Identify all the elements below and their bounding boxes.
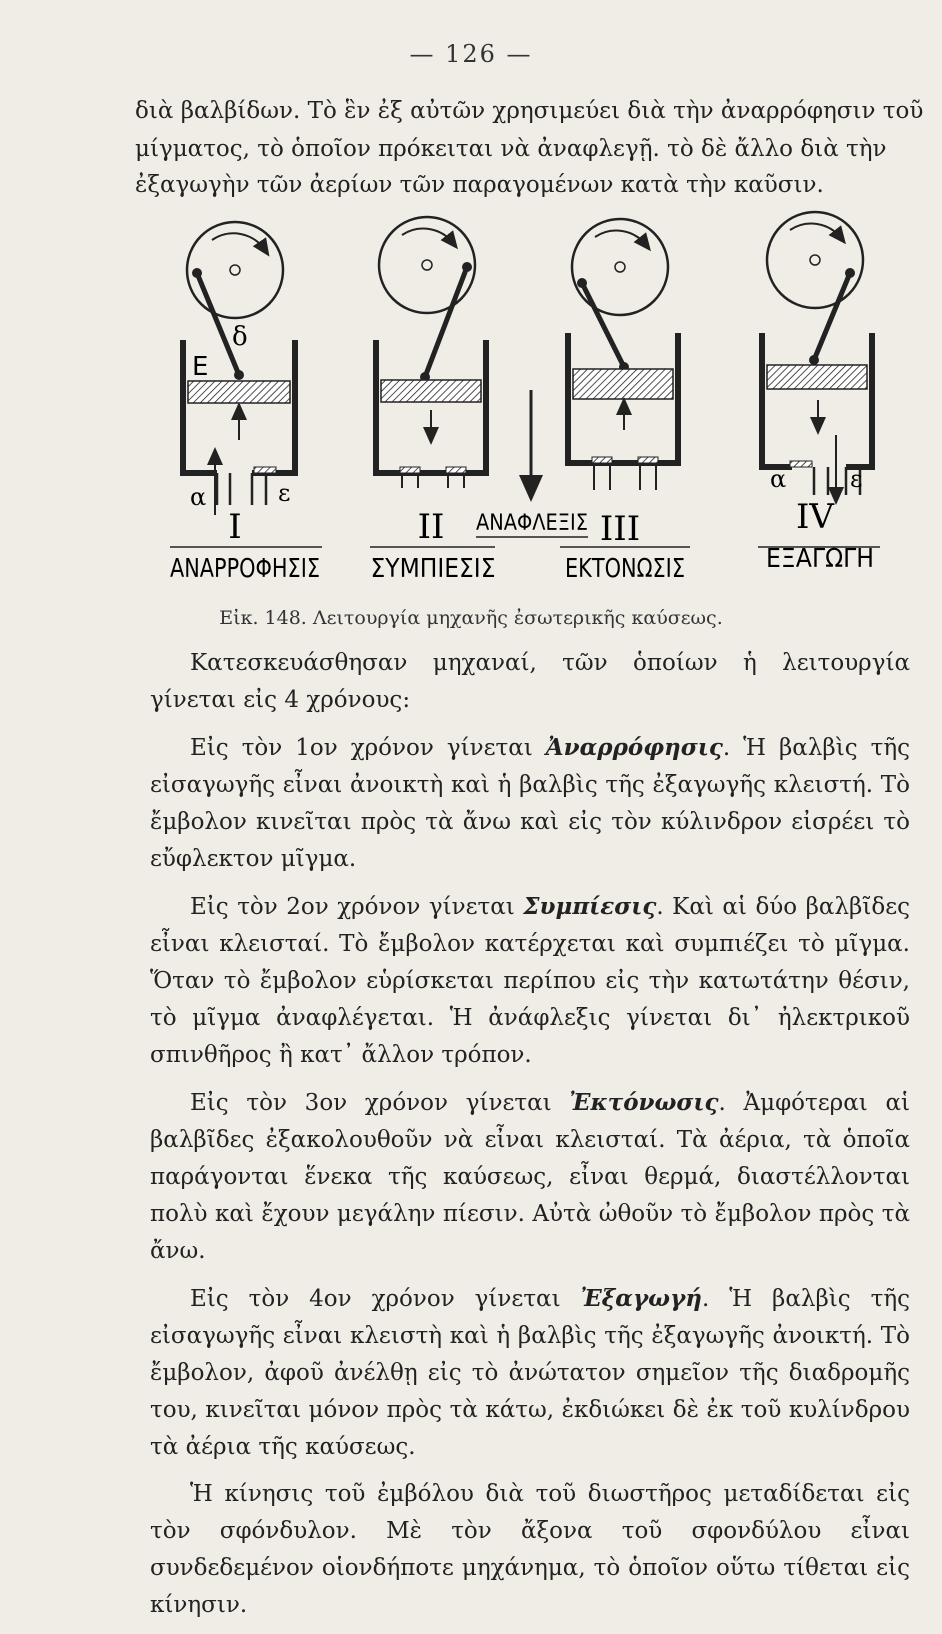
name-III: ΕΚΤΟΝΩΣΙΣ xyxy=(565,554,685,584)
intro-line-3: ἐξαγωγὴν τῶν ἀερίων τῶν παραγομένων κατὰ τὴν καῦσιν. xyxy=(135,172,824,198)
paragraph-4: Εἰς τὸν 3ον χρόνον γίνεται Ἐκτόνωσις. Ἀμφότεραι αἱ βαλβῖδες ἐξακολουθοῦν νὰ εἶναι κλεισταί. Τὰ ἀέρια, τὰ ὁποῖα παράγονται ἕνεκα τῆς καύσεως, εἶναι θερμά, διαστέλλονται πολὺ καὶ ἔχουν μεγάλην πίεσιν. Αὐτὰ ὠθοῦν τὸ ἔμβολον πρὸς τὰ ἄνω. xyxy=(150,1089,911,1264)
term-exagogi: Ἐξαγωγή xyxy=(580,1285,702,1312)
name-II: ΣΥΜΠΙΕΣΙΣ xyxy=(370,554,496,584)
numeral-IV: IV xyxy=(796,497,834,537)
piston-I xyxy=(188,381,290,403)
flywheel-I xyxy=(187,222,283,318)
piston-IV xyxy=(767,365,867,389)
numeral-I: I xyxy=(228,507,242,547)
flywheel-IV xyxy=(767,212,863,308)
term-ektonosis: Ἐκτόνωσις xyxy=(569,1089,719,1116)
intro-line-2: μίγματος, τὸ ὁποῖον πρόκειται νὰ ἀναφλεγῇ. τὸ δὲ ἄλλο διὰ τὴν xyxy=(135,136,887,162)
label-alpha-IV: α xyxy=(770,465,787,493)
label-E: Ε xyxy=(192,352,209,382)
figure-caption: Εἰκ. 148. Λειτουργία μηχανῆς ἐσωτερικῆς καύσεως. xyxy=(219,607,723,629)
connecting-rod-II xyxy=(425,267,467,377)
numeral-III: III xyxy=(599,509,641,549)
stroke-IV-diagram xyxy=(758,212,880,574)
flywheel-II xyxy=(379,217,475,313)
name-IV: ΕΞΑΓΩΓΗ xyxy=(766,544,874,574)
numeral-II: II xyxy=(417,507,445,547)
paragraph-3: Εἰς τὸν 2ον χρόνον γίνεται Συμπίεσις. Καὶ αἱ δύο βαλβῖδες εἶναι κλεισταί. Τὸ ἔμβολον κατέρχεται καὶ συμπιέζει τὸ μῖγμα. Ὅταν τὸ ἔμβολον εὑρίσκεται περίπου εἰς τὴν κατωτάτην θέσιν, τὸ μῖγμα ἀναφλέγεται. Ἡ ἀνάφλεξις γίνεται δι᾿ ἠλεκτρικοῦ σπινθῆρος ἢ κατ᾿ ἄλλον τρόπον. xyxy=(150,893,910,1068)
flywheel-III xyxy=(572,219,668,315)
connecting-rod-III xyxy=(582,283,624,367)
paragraph-2: Εἰς τὸν 1ον χρόνον γίνεται Ἀναρρόφησις. Ἡ βαλβὶς τῆς εἰσαγωγῆς εἶναι ἀνοικτὴ καὶ ἡ βαλβὶς τῆς ἐξαγωγῆς κλειστή. Τὸ ἔμβολον κινεῖται πρὸς τὰ ἄνω καὶ εἰς τὸν κύλινδρον εἰσρέει τὸ εὔφλεκτον μῖγμα. xyxy=(150,734,910,872)
label-epsilon-IV: ε xyxy=(850,465,863,493)
term-sympiesis: Συμπίεσις xyxy=(523,893,657,920)
label-alpha-I: α xyxy=(190,483,207,511)
piston-III xyxy=(573,369,673,399)
engine-four-stroke-figure xyxy=(150,205,890,625)
paragraph-1: Κατεσκευάσθησαν μηχαναί, τῶν ὁποίων ἡ λειτουργία γίνεται εἰς 4 χρόνους: xyxy=(150,650,910,713)
label-epsilon-I: ε xyxy=(278,479,291,507)
term-anarrofisis: Ἀναρρόφησις xyxy=(545,734,723,761)
paragraph-6: Ἡ κίνησις τοῦ ἐμβόλου διὰ τοῦ διωστῆρος μεταδίδεται εἰς τὸν σφόνδυλον. Μὲ τὸν ἄξονα τοῦ σφονδύλου εἶναι συνδεδεμένον οἱονδήποτε μηχάνημα, τὸ ὁποῖον οὕτω τίθεται εἰς κίνησιν. xyxy=(150,1481,910,1618)
page-number: — 126 — xyxy=(409,40,533,68)
intro-line-1: διὰ βαλβίδων. Τὸ ἓν ἐξ αὐτῶν χρησιμεύει διὰ τὴν ἀναρρόφησιν τοῦ xyxy=(135,98,924,124)
stroke-I-diagram xyxy=(170,222,322,584)
label-delta: δ xyxy=(232,322,248,352)
connecting-rod-IV xyxy=(814,273,850,360)
piston-II xyxy=(381,380,481,402)
name-I: ΑΝΑΡΡΟΦΗΣΙΣ xyxy=(170,554,320,584)
ignition-label: ΑΝΑΦΛΕΞΙΣ xyxy=(476,511,588,536)
body-text xyxy=(150,645,910,1634)
paragraph-5: Εἰς τὸν 4ον χρόνον γίνεται Ἐξαγωγή. Ἡ βαλβὶς τῆς εἰσαγωγῆς εἶναι κλειστὴ καὶ ἡ βαλβὶς τῆς ἐξαγωγῆς ἀνοικτή. Τὸ ἔμβολον, ἀφοῦ ἀνέλθῃ εἰς τὸ ἀνώτατον σημεῖον τῆς διαδρομῆς του, κινεῖται μόνον πρὸς τὰ κάτω, ἐκδιώκει δὲ ἐκ τοῦ κυλίνδρου τὰ ἀέρια τῆς καύσεως. xyxy=(150,1285,911,1460)
